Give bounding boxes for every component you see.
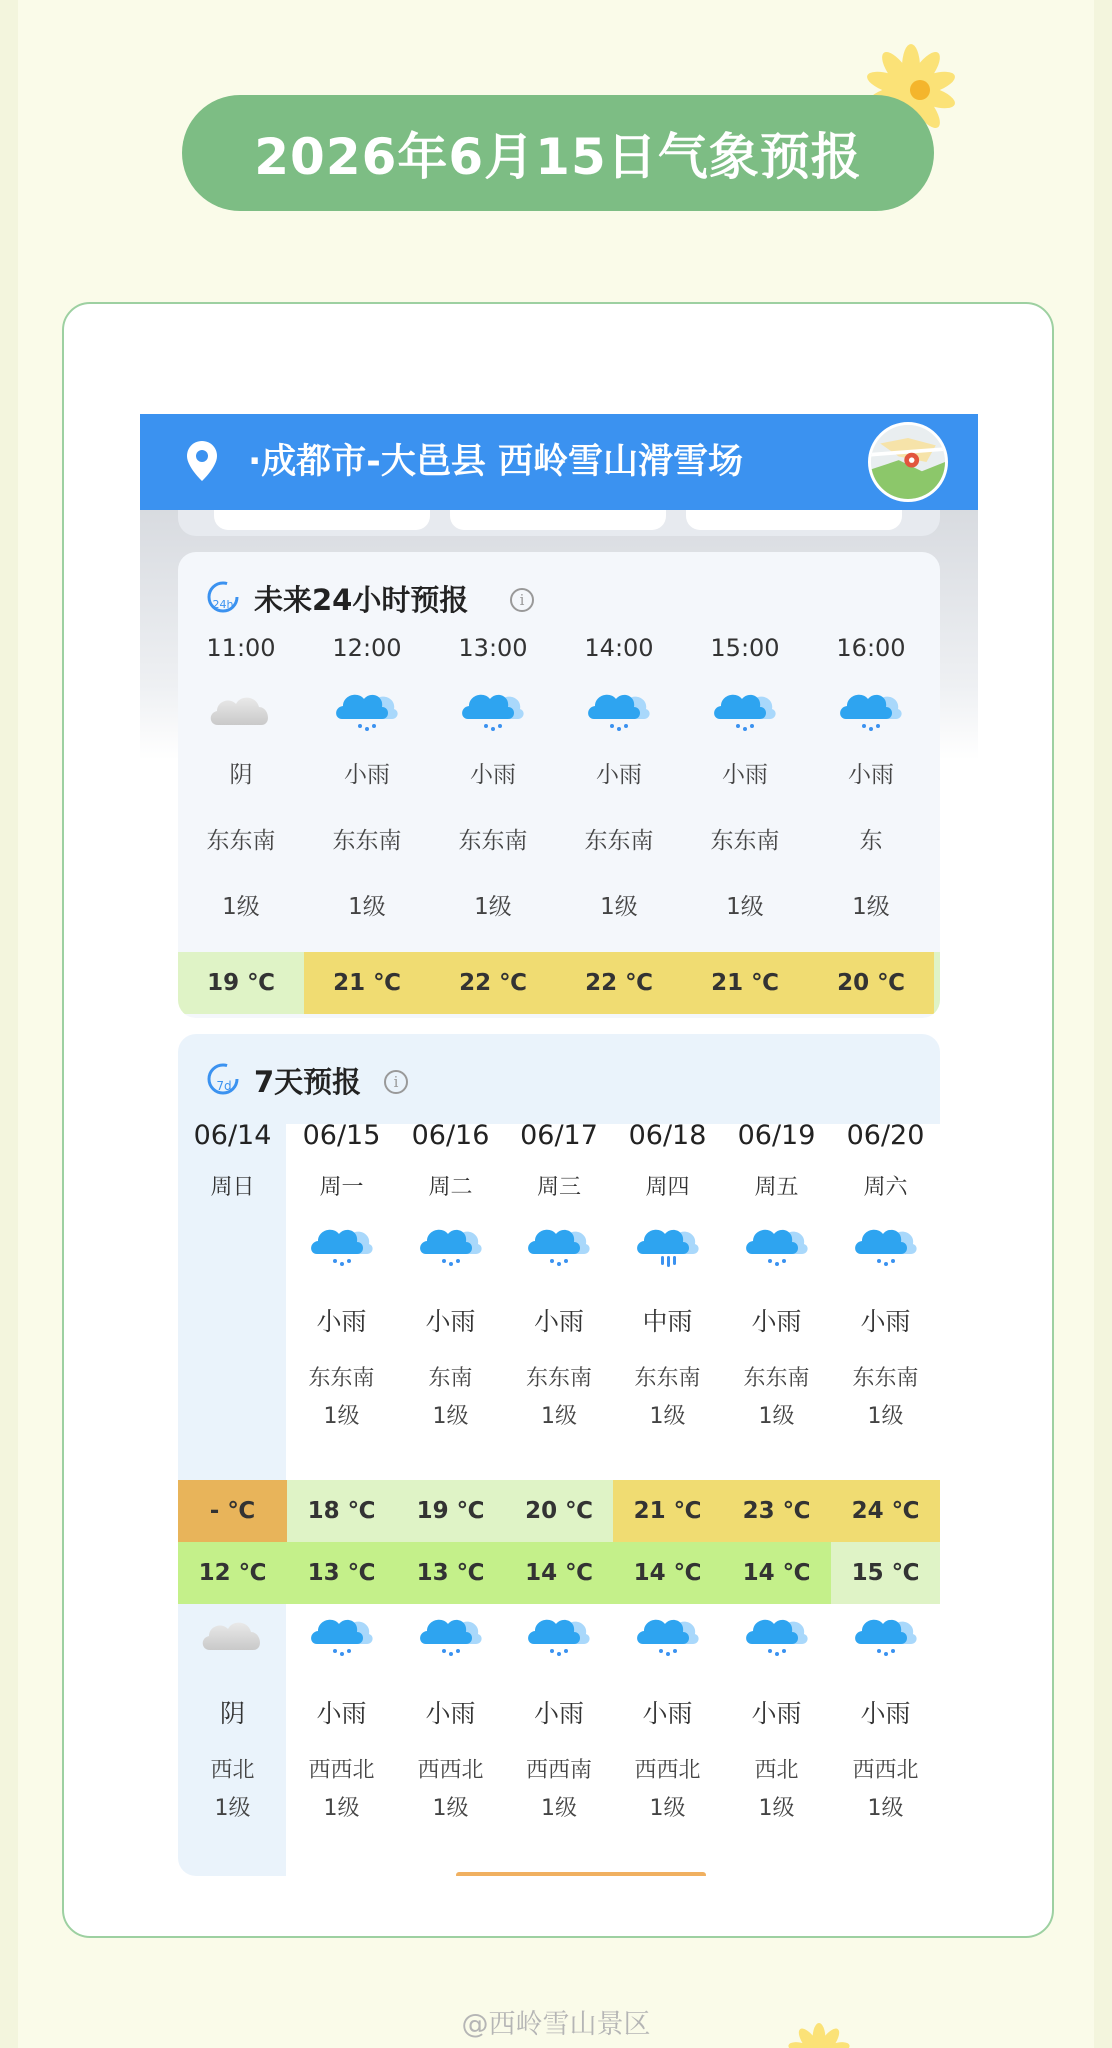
night-wind-direction: 西西北 xyxy=(634,1758,701,1783)
7d-calendar-icon xyxy=(206,1062,240,1096)
hourly-column[interactable] xyxy=(304,634,430,944)
hour-weather-icon-wrap xyxy=(178,680,304,740)
hourly-column[interactable] xyxy=(430,634,556,944)
left-margin xyxy=(0,0,18,2048)
svg-text:7d: 7d xyxy=(216,1079,232,1093)
light-rain-icon xyxy=(851,1220,921,1270)
location-name: ·成都市-大邑县 西岭雪山滑雪场 xyxy=(248,442,744,482)
hourly-header xyxy=(178,552,940,642)
day-date: 06/14 xyxy=(193,1120,272,1151)
day-low-temp: 15 ℃ xyxy=(831,1542,940,1604)
day-high-temp: 18 ℃ xyxy=(287,1480,396,1542)
day-wind-level: 1级 xyxy=(323,1404,360,1429)
day-wind-level: 1级 xyxy=(649,1404,686,1429)
hour-weather-icon-wrap xyxy=(430,680,556,740)
night-wind-direction: 西西北 xyxy=(852,1758,919,1783)
light-rain-icon xyxy=(524,1610,594,1660)
map-icon xyxy=(871,425,945,499)
hourly-column[interactable] xyxy=(682,634,808,944)
night-weather: 小雨 xyxy=(316,1699,367,1728)
hour-weather: 小雨 xyxy=(344,762,390,788)
night-weather-icon-wrap xyxy=(287,1610,396,1670)
hour-time: 11:00 xyxy=(206,634,276,662)
hour-weather: 小雨 xyxy=(848,762,894,788)
hourly-column[interactable] xyxy=(808,634,934,944)
hourly-forecast-card xyxy=(178,552,940,1018)
day-column[interactable] xyxy=(505,1120,613,1480)
day-high-temp: - ℃ xyxy=(178,1480,287,1542)
day-weather: 小雨 xyxy=(425,1307,476,1336)
light-rain-icon xyxy=(851,1610,921,1660)
day-date: 06/16 xyxy=(411,1120,490,1151)
day-column[interactable] xyxy=(178,1120,287,1480)
hour-temp: 19 ℃ xyxy=(178,952,304,1014)
daily-header xyxy=(178,1034,940,1124)
day-date: 06/18 xyxy=(628,1120,707,1151)
day-wind-direction: 东东南 xyxy=(308,1366,375,1391)
night-wind-direction: 西西南 xyxy=(525,1758,592,1783)
light-rain-icon xyxy=(742,1610,812,1660)
hour-wind-direction: 东 xyxy=(859,828,883,854)
night-wind-direction: 西北 xyxy=(754,1758,799,1783)
night-weather: 小雨 xyxy=(425,1699,476,1728)
day-column[interactable] xyxy=(831,1120,940,1480)
day-wind-level: 1级 xyxy=(758,1404,795,1429)
day-weather-icon-wrap xyxy=(396,1220,505,1280)
day-date: 06/17 xyxy=(520,1120,598,1151)
tab-stub[interactable] xyxy=(214,510,430,530)
moderate-rain-icon xyxy=(633,1220,703,1270)
night-weather-icon-wrap xyxy=(831,1610,940,1670)
day-weather: 小雨 xyxy=(860,1307,911,1336)
day-weather-icon-wrap xyxy=(287,1220,396,1280)
day-weather: 小雨 xyxy=(751,1307,802,1336)
day-date: 06/15 xyxy=(302,1120,381,1151)
night-weather: 阴 xyxy=(219,1699,245,1728)
light-rain-icon xyxy=(332,685,402,735)
night-column[interactable] xyxy=(722,1610,831,1870)
day-wind-direction: 东东南 xyxy=(525,1366,592,1391)
weibo-watermark: @西岭雪山景区 xyxy=(461,2009,651,2040)
hour-wind-level: 1级 xyxy=(600,894,638,920)
hour-temp: 20 ℃ xyxy=(808,952,934,1014)
day-column[interactable] xyxy=(613,1120,722,1480)
hour-wind-level: 1级 xyxy=(222,894,260,920)
hour-wind-direction: 东东南 xyxy=(458,828,528,854)
night-weather-icon-wrap xyxy=(613,1610,722,1670)
night-wind-level: 1级 xyxy=(432,1796,469,1821)
daily-low-row xyxy=(178,1542,940,1604)
day-wind-level: 1级 xyxy=(867,1404,904,1429)
night-weather-icon-wrap xyxy=(396,1610,505,1670)
day-weekday: 周三 xyxy=(536,1175,581,1200)
hour-time: 14:00 xyxy=(584,634,654,662)
day-low-temp: 14 ℃ xyxy=(613,1542,722,1604)
night-wind-level: 1级 xyxy=(323,1796,360,1821)
hour-time: 15:00 xyxy=(710,634,780,662)
hour-weather: 阴 xyxy=(229,762,253,788)
flower-center xyxy=(910,80,930,100)
day-wind-direction: 东南 xyxy=(428,1366,473,1391)
night-column[interactable] xyxy=(505,1610,613,1870)
night-wind-level: 1级 xyxy=(758,1796,795,1821)
light-rain-icon xyxy=(524,1220,594,1270)
hour-weather-icon-wrap xyxy=(808,680,934,740)
night-wind-direction: 西北 xyxy=(210,1758,255,1783)
hour-wind-direction: 东东南 xyxy=(332,828,402,854)
day-wind-direction: 东东南 xyxy=(852,1366,919,1391)
night-weather: 小雨 xyxy=(533,1699,584,1728)
day-date: 06/19 xyxy=(737,1120,816,1151)
hour-temp: 22 ℃ xyxy=(430,952,556,1014)
hourly-column[interactable] xyxy=(556,634,682,944)
hour-weather-icon-wrap xyxy=(304,680,430,740)
day-weekday: 周四 xyxy=(645,1175,690,1200)
info-icon[interactable]: i xyxy=(384,1070,408,1094)
day-low-temp: 13 ℃ xyxy=(396,1542,505,1604)
hour-temp: 21 ℃ xyxy=(304,952,430,1014)
night-wind-level: 1级 xyxy=(649,1796,686,1821)
light-rain-icon xyxy=(710,685,780,735)
day-wind-direction: 东东南 xyxy=(743,1366,810,1391)
light-rain-icon xyxy=(836,685,906,735)
scroll-indicator xyxy=(456,1872,706,1876)
day-low-temp: 12 ℃ xyxy=(178,1542,287,1604)
day-high-temp: 24 ℃ xyxy=(831,1480,940,1542)
temp-row-end xyxy=(934,952,940,1014)
hour-weather: 小雨 xyxy=(470,762,516,788)
overcast-icon xyxy=(206,685,276,735)
24h-clock-icon xyxy=(206,580,240,614)
hour-wind-direction: 东东南 xyxy=(206,828,276,854)
hour-wind-direction: 东东南 xyxy=(584,828,654,854)
day-low-temp: 14 ℃ xyxy=(722,1542,831,1604)
day-wind-level: 1级 xyxy=(541,1404,577,1429)
hour-wind-level: 1级 xyxy=(726,894,764,920)
day-high-temp: 23 ℃ xyxy=(722,1480,831,1542)
night-weather-icon-wrap xyxy=(505,1610,613,1670)
day-weather: 小雨 xyxy=(316,1307,367,1336)
night-column[interactable] xyxy=(831,1610,940,1870)
day-column[interactable] xyxy=(396,1120,505,1480)
hour-weather: 小雨 xyxy=(596,762,642,788)
light-rain-icon xyxy=(458,685,528,735)
day-weather: 中雨 xyxy=(642,1307,693,1336)
night-wind-level: 1级 xyxy=(541,1796,577,1821)
info-icon[interactable]: i xyxy=(510,588,534,612)
day-high-temp: 21 ℃ xyxy=(613,1480,722,1542)
day-low-temp: 13 ℃ xyxy=(287,1542,396,1604)
day-weekday: 周日 xyxy=(210,1175,255,1200)
night-weather-icon-wrap xyxy=(178,1610,287,1670)
hourly-temp-row xyxy=(178,952,940,1014)
hour-wind-level: 1级 xyxy=(474,894,512,920)
night-wind-level: 1级 xyxy=(867,1796,904,1821)
night-weather: 小雨 xyxy=(860,1699,911,1728)
light-rain-icon xyxy=(307,1610,377,1660)
daily-forecast-card xyxy=(178,1034,940,1876)
hourly-title: 未来24小时预报 xyxy=(254,583,469,617)
night-column[interactable] xyxy=(178,1610,287,1870)
light-rain-icon xyxy=(584,685,654,735)
night-column[interactable] xyxy=(396,1610,505,1870)
light-rain-icon xyxy=(633,1610,703,1660)
hour-weather-icon-wrap xyxy=(682,680,808,740)
hour-time: 13:00 xyxy=(458,634,528,662)
day-high-temp: 20 ℃ xyxy=(505,1480,613,1542)
day-column[interactable] xyxy=(722,1120,831,1480)
day-high-temp: 19 ℃ xyxy=(396,1480,505,1542)
light-rain-icon xyxy=(742,1220,812,1270)
day-weekday: 周五 xyxy=(754,1175,799,1200)
day-weather: 小雨 xyxy=(533,1307,584,1336)
daily-title: 7天预报 xyxy=(254,1065,362,1099)
light-rain-icon xyxy=(416,1610,486,1660)
day-weekday: 周六 xyxy=(863,1175,908,1200)
weather-app-screenshot xyxy=(140,414,978,1876)
hour-temp: 21 ℃ xyxy=(682,952,808,1014)
day-weekday: 周二 xyxy=(428,1175,473,1200)
svg-text:24h: 24h xyxy=(212,598,234,611)
day-wind-level: 1级 xyxy=(432,1404,469,1429)
tab-strip xyxy=(178,510,940,536)
day-weather-icon-wrap xyxy=(831,1220,940,1280)
map-button[interactable] xyxy=(868,422,948,502)
page-title: 2026年6月15日气象预报 xyxy=(182,95,934,211)
daily-high-row xyxy=(178,1480,940,1542)
day-weekday: 周一 xyxy=(319,1175,364,1200)
right-margin xyxy=(1094,0,1112,2048)
day-low-temp: 14 ℃ xyxy=(505,1542,613,1604)
day-weather-icon-wrap xyxy=(613,1220,722,1280)
overcast-icon xyxy=(198,1610,268,1660)
day-weather-icon-wrap xyxy=(505,1220,613,1280)
night-wind-direction: 西西北 xyxy=(308,1758,375,1783)
hour-temp: 22 ℃ xyxy=(556,952,682,1014)
night-weather: 小雨 xyxy=(642,1699,693,1728)
tab-stub[interactable] xyxy=(686,510,902,530)
day-column[interactable] xyxy=(287,1120,396,1480)
hourly-column[interactable] xyxy=(178,634,304,944)
night-weather: 小雨 xyxy=(751,1699,802,1728)
location-pin-icon xyxy=(186,440,218,482)
hour-wind-direction: 东东南 xyxy=(710,828,780,854)
hour-wind-level: 1级 xyxy=(348,894,386,920)
night-column[interactable] xyxy=(287,1610,396,1870)
night-column[interactable] xyxy=(613,1610,722,1870)
day-weather-icon-wrap xyxy=(722,1220,831,1280)
day-wind-direction: 东东南 xyxy=(634,1366,701,1391)
night-wind-direction: 西西北 xyxy=(417,1758,484,1783)
hour-weather-icon-wrap xyxy=(556,680,682,740)
tab-stub[interactable] xyxy=(450,510,666,530)
night-wind-level: 1级 xyxy=(214,1796,251,1821)
location-bar[interactable] xyxy=(140,414,978,510)
hour-time: 16:00 xyxy=(836,634,906,662)
night-weather-icon-wrap xyxy=(722,1610,831,1670)
hour-weather: 小雨 xyxy=(722,762,768,788)
day-date: 06/20 xyxy=(846,1120,925,1151)
light-rain-icon xyxy=(307,1220,377,1270)
hour-wind-level: 1级 xyxy=(852,894,890,920)
hour-time: 12:00 xyxy=(332,634,402,662)
light-rain-icon xyxy=(416,1220,486,1270)
